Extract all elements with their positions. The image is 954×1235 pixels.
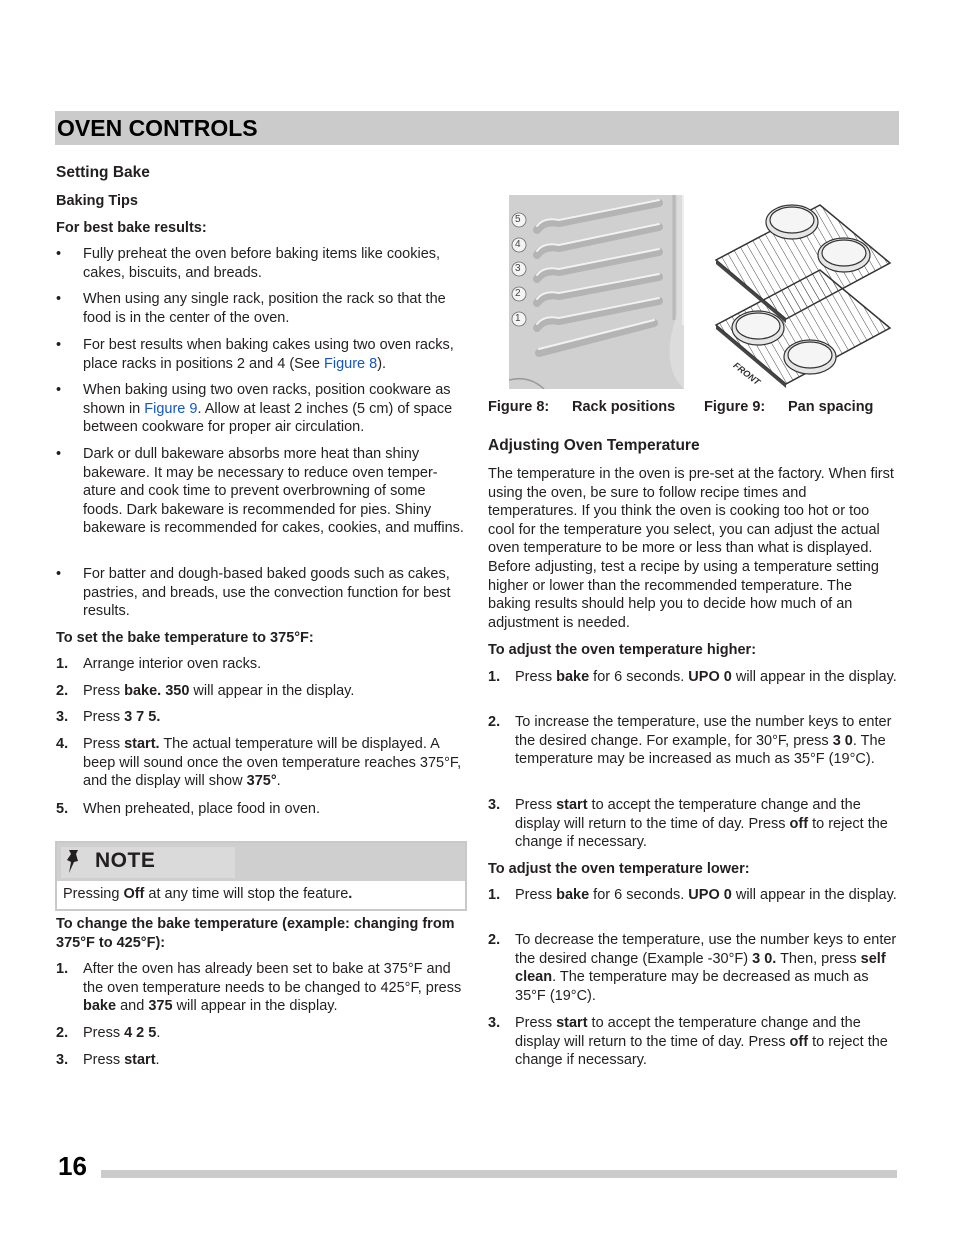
step-text <box>83 1051 468 1070</box>
footer-bar <box>101 1170 897 1178</box>
text-run: Press <box>515 1015 557 1031</box>
subsection-baking-tips: Baking Tips <box>56 193 138 209</box>
step-number: 4. <box>56 736 69 752</box>
text-run: When preheated, place food in oven. <box>83 801 320 817</box>
bold-text: start <box>556 797 588 813</box>
step-number: 1. <box>56 961 69 977</box>
text-run: will appear in the display. <box>731 887 897 903</box>
text-run: . <box>155 1052 160 1068</box>
step-text <box>515 931 900 1005</box>
figure-9-pan-spacing <box>710 195 900 389</box>
step-text <box>515 668 900 687</box>
figure-9-label: Figure 9: <box>704 399 766 415</box>
text-run: for 6 seconds. <box>589 887 689 903</box>
bold-text: bake <box>556 669 590 685</box>
text-run: Press <box>83 683 125 699</box>
figure-8-link[interactable]: Figure 8 <box>324 355 378 372</box>
bold-text: 375 <box>148 998 173 1015</box>
text-run: will appear in the display. <box>731 669 897 685</box>
text-run: . The temperature may be increased as much as 35°F (19°C). <box>515 732 886 768</box>
note-text <box>63 885 352 904</box>
step-number: 3. <box>56 1052 69 1068</box>
rack-number: 2 <box>515 288 521 299</box>
text-run: To increase the temperature, use the number keys to enter the desired change. For example, for 30°F, press <box>515 714 892 749</box>
step-number: 5. <box>56 801 69 817</box>
step-text <box>515 1014 900 1070</box>
change-temp-heading: To change the bake temperature (example: changing from 375°F to 425°F): <box>56 916 455 951</box>
rack-number: 1 <box>515 313 521 324</box>
bold-text: Off <box>123 886 145 902</box>
bold-text: UPO 0 <box>688 887 732 903</box>
step-text <box>515 886 900 905</box>
text-run: The actual temperature will be displayed. A beep will sound once the oven temperature reaches 375°F, and the display will show <box>83 736 462 790</box>
bold-text: bake <box>83 998 117 1015</box>
text-run: will appear in the display. <box>189 683 355 699</box>
step-text <box>83 1024 468 1043</box>
bold-text: off <box>789 1033 809 1050</box>
rack-number: 4 <box>515 239 521 250</box>
step-text <box>83 682 468 701</box>
step-text <box>83 800 468 819</box>
bold-text: bake. 350 <box>124 683 190 699</box>
lower-heading: To adjust the oven temperature lower: <box>488 861 750 877</box>
bold-text: self clean <box>515 950 886 986</box>
text-run: Arrange interior oven racks. <box>83 656 262 672</box>
section-title-adjusting: Adjusting Oven Temperature <box>488 437 700 454</box>
bold-text: 4 2 5 <box>124 1025 157 1041</box>
text-run: Then, press <box>776 950 861 967</box>
bold-text: UPO 0 <box>688 669 732 685</box>
step-text <box>515 796 900 852</box>
step-number: 2. <box>56 683 69 699</box>
rack-number: 3 <box>515 263 521 274</box>
step-number: 3. <box>56 709 69 725</box>
text-run: will appear in the display. <box>172 998 338 1015</box>
figure-9-link[interactable]: Figure 9 <box>144 400 198 417</box>
text-run: Press <box>83 1025 125 1041</box>
note-header <box>57 843 465 881</box>
bold-text: start <box>124 1052 156 1068</box>
rack-number: 5 <box>515 214 521 225</box>
figure-8-rack-positions <box>509 195 684 389</box>
text-run: . <box>276 773 281 790</box>
bold-text: 3 7 5. <box>124 709 161 725</box>
step-number: 3. <box>488 1015 501 1031</box>
figure-8-label: Figure 8: <box>488 399 550 415</box>
bold-text: 3 0 <box>832 732 853 749</box>
bold-text: start <box>556 1015 588 1031</box>
step-text <box>83 708 468 727</box>
bold-text: start. <box>124 736 160 752</box>
page-number: 16 <box>58 1151 87 1181</box>
pushpin-icon <box>63 848 85 882</box>
text-run: To decrease the temperature, use the number keys to enter the desired change (Example -30°F) <box>515 932 897 967</box>
figure-9-title: Pan spacing <box>788 399 874 415</box>
text-run: . <box>156 1025 161 1041</box>
set-temp-heading: To set the bake temperature to 375°F: <box>56 630 314 646</box>
bold-text: 3 0. <box>752 950 777 967</box>
text-run: . The temperature may be decreased as much as 35°F (19°C). <box>515 969 869 1004</box>
text-run: to accept the temperature change and the display will return to the time of day. Press <box>515 797 861 832</box>
step-text <box>83 960 468 1016</box>
text-run: Pressing <box>63 886 124 902</box>
step-text <box>515 713 900 769</box>
text-run: Press <box>515 797 557 813</box>
step-number: 1. <box>488 887 501 903</box>
text-run: for 6 seconds. <box>589 669 689 685</box>
intro-paragraph: The temperature in the oven is pre-set at the factory. When first using the oven, be sure to follow recipe times and temperatures. If you think the oven is cooking too hot or too cool for the temperature you select, you can adjust the actual oven temperature to be more or less than what is displayed. Before adjusting, test a recipe by using a temperature setting higher or lower than the recommended temperature. The baking results should help you to decide how much of an adjustment is needed. <box>488 466 894 631</box>
text-run: to reject the change if necessary. <box>515 815 888 851</box>
title-bar <box>55 111 899 145</box>
text-run: Press <box>83 1052 125 1068</box>
text-run: Press <box>83 709 125 725</box>
bold-text: 375° <box>246 773 277 790</box>
text-run: and <box>116 998 149 1015</box>
text-run: Press <box>515 669 557 685</box>
text-run: at any time will stop the feature <box>144 886 349 902</box>
step-number: 3. <box>488 797 501 813</box>
text-run: to reject the change if necessary. <box>515 1033 888 1069</box>
text-run: Press <box>515 887 557 903</box>
front-label: FRONT <box>731 360 762 388</box>
note-title: NOTE <box>95 849 156 872</box>
step-number: 2. <box>488 714 501 730</box>
step-number: 1. <box>56 656 69 672</box>
bold-text: off <box>789 815 809 832</box>
page-title: OVEN CONTROLS <box>57 115 258 141</box>
figure-8-title: Rack positions <box>572 399 676 415</box>
text-run: After the oven has already been set to bake at 375°F and the oven temperature needs to be changed to 425°F, press <box>83 961 462 996</box>
step-number: 1. <box>488 669 501 685</box>
step-number: 2. <box>56 1025 69 1041</box>
bold-text: bake <box>556 887 590 903</box>
bold-text: . <box>348 886 353 902</box>
step-text <box>83 655 468 674</box>
text-run: Press <box>83 736 125 752</box>
best-results-heading: For best bake results: <box>56 220 207 236</box>
note-box <box>55 841 467 911</box>
step-text <box>83 735 468 791</box>
higher-heading: To adjust the oven temperature higher: <box>488 642 757 658</box>
section-title-setting-bake: Setting Bake <box>56 164 150 181</box>
step-number: 2. <box>488 932 501 948</box>
text-run: to accept the temperature change and the display will return to the time of day. Press <box>515 1015 861 1050</box>
